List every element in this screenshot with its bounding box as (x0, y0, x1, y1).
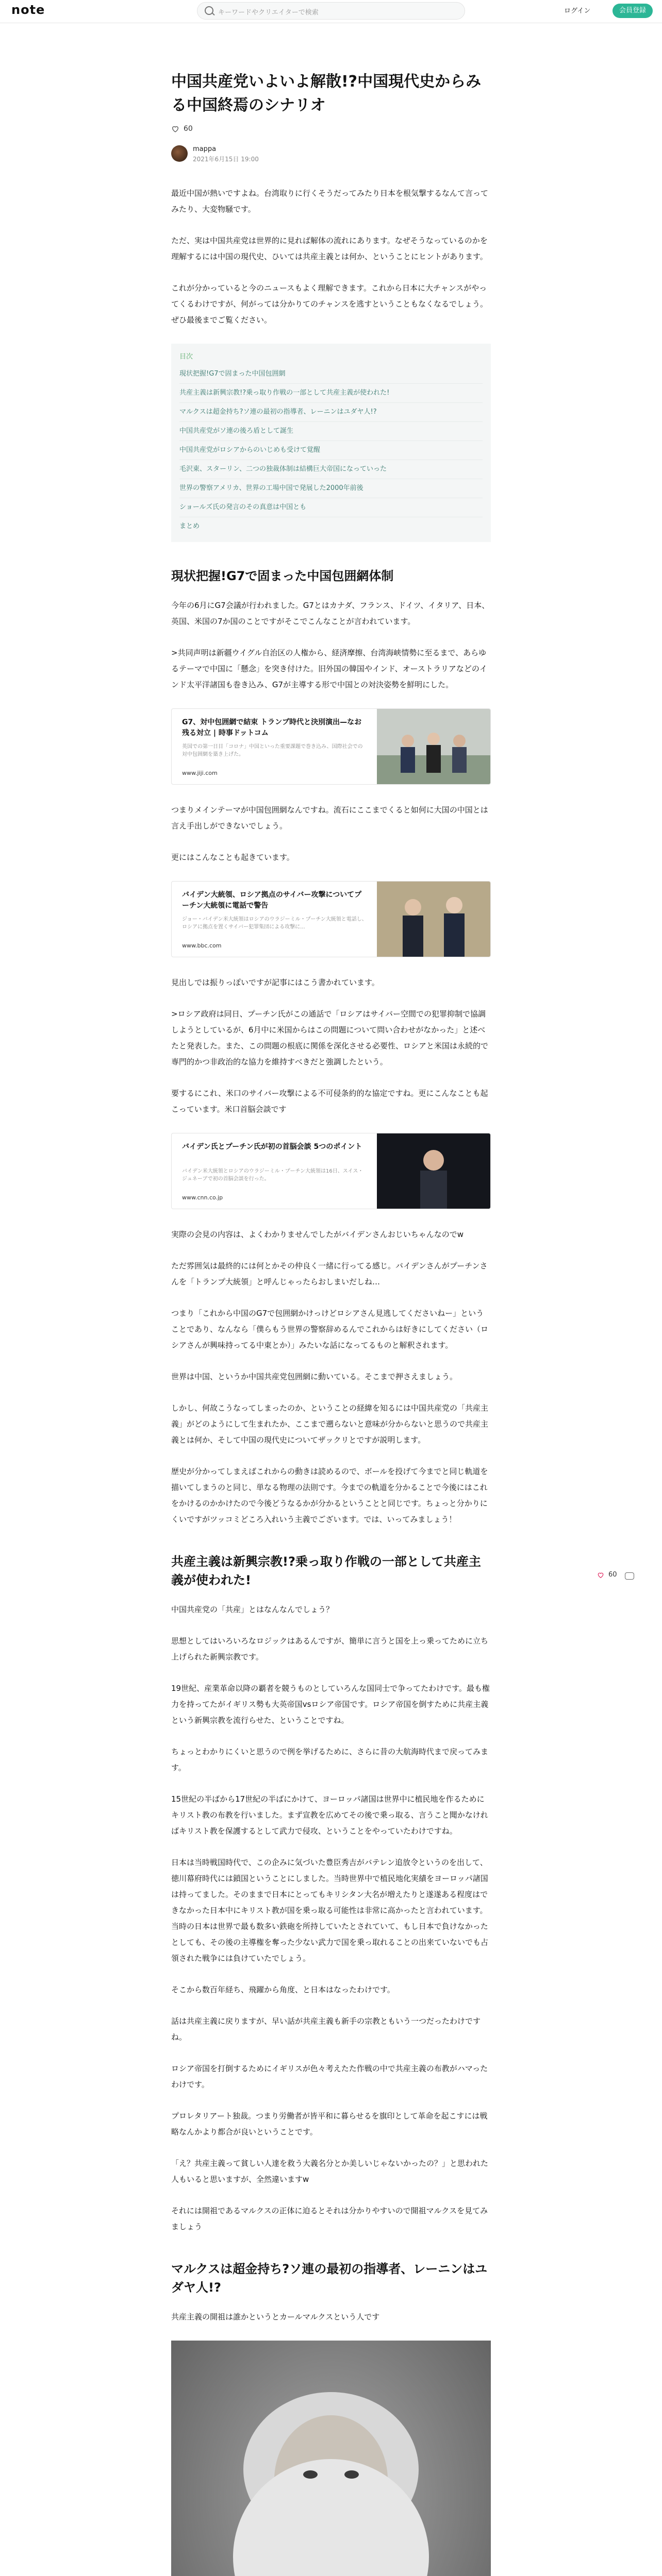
toc-item[interactable]: 現状把握!G7で固まった中国包囲網 (179, 365, 483, 384)
avatar[interactable] (171, 145, 188, 162)
section-heading: マルクスは超金持ち?ソ連の最初の指導者、レーニンはユダヤ人!? (171, 2262, 488, 2295)
heart-icon[interactable] (597, 1571, 604, 1579)
toc-item[interactable]: 毛沢東、スターリン、二つの独裁体制は結構巨大帝国になっていった (179, 460, 483, 479)
toc-item[interactable]: ショールズ氏の発言のその真意は中国とも (179, 498, 483, 517)
paragraph: 最近中国が熱いですよね。台湾取りに行くそうだってみたり日本を根気撃するなんて言ってみたり、大変物騒です。 (171, 189, 489, 214)
paragraph: つまり「これから中国のG7で包囲網かけっけどロシアさん見逃してくださいねー」ということであり、なんなら「僕らもう世界の警察辞めるんでこれからは好きにしてください（ロシアさんが興味持ってる中東とか）」みたいな話になってるものと解釈されます。 (171, 1309, 489, 1350)
heart-icon (171, 125, 179, 133)
link-card[interactable] (171, 1133, 491, 1209)
card-title: G7、対中包囲網で結束 トランプ時代と決別演出—なお残る対立 | 時事ドットコム (182, 718, 362, 737)
table-of-contents (171, 344, 491, 542)
paragraph: 見出しでは振りっぽいですが記事にはこう書かれています。 (171, 978, 379, 987)
card-description: 英国での第一日目「コロナ」中国といった重要課題で巻き込み、国際社会での対中包囲網を築き上げた。 (182, 744, 363, 757)
sidebar-like-count: 60 (608, 1571, 617, 1579)
publish-date: 2021年6月15日 19:00 (193, 156, 259, 163)
paragraph: 実際の会見の内容は、よくわかりませんでしたがバイデンさんおじいちゃんなのでw (171, 1230, 464, 1239)
paragraph: ロシア帝国を打倒するためにイギリスが色々考えたた作戦の中で共産主義の布教がハマったわけです。 (171, 2064, 488, 2089)
toc-item[interactable]: マルクスは超金持ち?ソ連の最初の指導者、レーニンはユダヤ人!? (179, 403, 483, 422)
like-number: 60 (184, 125, 193, 133)
paragraph: プロレタリアート独裁。つまり労働者が皆平和に暮らせるを旗印として革命を起こすには戦略なんかより都合が良いということです。 (171, 2111, 488, 2137)
search-placeholder: キーワードやクリエイターで検索 (218, 9, 319, 16)
paragraph: 日本は当時戦国時代で、この企みに気づいた豊臣秀吉がバテレン追放令というのを出して、徳川幕府時代には鎖国ということにしました。当時世界中で植民地化実績をヨーロッパ諸国は持ってました。そのままで日本にとってもキリシタン大名が増えたりと遂遂ある程度はできなかった日本中にキリスト教が国を乗っ取る可能性は非常に高かったと言われています。当時の日本は世界で最も数多い鉄砲を所持していたとされていて、もし日本で負けなかったとしても、その後の主導権を奪った少ない武力で国を乗っ取れることの出来ていないでも占領された戦争には負けていたでしょう。 (171, 1858, 489, 1963)
card-description: ジョー・バイデン米大統領はロシアのウラジーミル・プーチン大統領と電話し、ロシアに拠点を置くサイバー犯罪集団による攻撃に... (182, 917, 367, 930)
top-bar (0, 0, 662, 23)
paragraph: 共産主義の開祖は誰かというとカールマルクスという人です (171, 2312, 380, 2321)
paragraph: そこから数百年経ち、飛躍から角度、と日本はなったわけです。 (171, 1985, 395, 1994)
signup-button[interactable]: 会員登録 (613, 4, 653, 18)
link-card[interactable] (171, 708, 491, 785)
paragraph: 思想としてはいろいろなロジックはあるんですが、簡単に言うと国を上っ乗ってために立ち上げられた新興宗教です。 (171, 1636, 489, 1662)
paragraph: これが分かっていると今のニュースもよく理解できます。これから日本に大チャンスがやってくるわけですが、何がっては分かりてのチャンスを逃すということもなくなるでしょう。ぜひ最後までご覧ください。 (171, 283, 488, 325)
author-block[interactable] (171, 144, 491, 165)
note-logo[interactable]: note (11, 3, 45, 17)
paragraph: 話は共産主義に戻りますが、早い話が共産主義も新手の宗教ともいう一つだったわけですね。 (171, 2016, 481, 2042)
paragraph: ただ雰囲気は最終的には何とかその仲良く一緒に行ってる感じ。バイデンさんがプーチンさんを「トランプ大統領」と呼んじゃったらおしまいだしね… (171, 1261, 488, 1286)
card-thumbnail (377, 882, 490, 957)
paragraph: 19世紀、産業革命以降の覇者を競うものとしていろんな国同士で争ってたわけです。最も権力を持ってたがイギリス勢も大英帝国vsロシア帝国です。ロシア帝国を倒すために共産主義という新興宗教を流行らせた、ということですね。 (171, 1684, 490, 1725)
section-heading: 共産主義は新興宗教!?乗っ取り作戦の一部として共産主義が使われた! (171, 1554, 481, 1587)
paragraph: >ロシア政府は同日、プーチン氏がこの通話で「ロシアはサイバー空間での犯罪抑制で協調しようとしているが、6月中に米国からはこの問題について問い合わせがなかった」と述べたと発表した。また、この問題の根底に関係を深化させる必要性、ロシアと米国は永続的で専門的かつ非政治的な協力を維持すべきだと強調したという。 (171, 1009, 489, 1066)
toc-item[interactable]: 世界の警察アメリカ、世界の工場中国で発展した2000年前後 (179, 479, 483, 498)
toc-heading: 目次 (179, 353, 193, 361)
paragraph: 世界は中国、というか中国共産党包囲網に動いている。そこまで押さえましょう。 (171, 1372, 458, 1381)
card-url: www.cnn.co.jp (182, 1194, 223, 1201)
link-card[interactable] (171, 881, 491, 957)
card-thumbnail (377, 709, 490, 784)
paragraph: 今年の6月にG7会議が行われました。G7とはカナダ、フランス、ドイツ、イタリア、日本、英国、米国の7か国のことですがそこでこんなことが言われています。 (171, 601, 490, 626)
paragraph: 更にはこんなことも起きています。 (171, 853, 294, 862)
paragraph: 中国共産党の「共産」とはなんなんでしょう？ (171, 1605, 334, 1614)
marx-portrait-image (171, 2341, 491, 2576)
toc-item[interactable]: まとめ (179, 522, 200, 530)
section-heading: 現状把握!G7で固まった中国包囲網体制 (171, 569, 394, 583)
paragraph: 15世紀の半ばから17世紀の半ばにかけて、ヨーロッパ諸国は世界中に植民地を作るためにキリスト教の布教を行いました。まず宣教を広めてその後で乗っ取る、言うこと聞かなければキリスト教を保護するとして武力で侵攻、ということをやっていたわけですね。 (171, 1794, 488, 1836)
toc-item[interactable]: 共産主義は新興宗教!?乗っ取り作戦の一部として共産主義が使われた! (179, 384, 483, 403)
article-title: 中国共産党いよいよ解散!?中国現代史からみる中国終焉のシナリオ (171, 73, 482, 114)
login-link[interactable]: ログイン (564, 7, 591, 15)
card-url: www.jiji.com (182, 770, 218, 776)
paragraph: ちょっとわかりにくいと思うので例を挙げるために、さらに昔の大航海時代まで戻ってみます。 (171, 1747, 489, 1772)
search-icon (205, 6, 213, 15)
card-url: www.bbc.com (182, 942, 222, 949)
card-thumbnail (377, 1133, 490, 1209)
paragraph: 「え？共産主義って貧しい人達を救う大義名分とか美しいじゃないかったの？」と思われた人もいると思いますが、全然違いますw (171, 2159, 489, 2184)
paragraph: つまりメインテーマが中国包囲網なんですね。流石にここまでくると如何に大国の中国とは言え手出しができないでしょう。 (171, 805, 488, 831)
paragraph: 歴史が分かってしまえばこれからの動きは読めるので、ボールを投げて今までと同じ軌道を描いてしまうのと同じ、単なる物理の法則です。今までの軌道を分かることで今後にはこれをかけるのかかけたので今後どうなるかが分かるということと同じです。ちょっと分かりにくいですがツッコミどころ入れいう主義でございます。では、いってみましょう！ (171, 1467, 488, 1524)
author-name[interactable]: mappa (193, 145, 217, 153)
paragraph: しかし、何故こうなってしまったのか、ということの経緯を知るには中国共産党の「共産主義」がどのようにして生まれたか、ここまで遡らないと意味が分からないと思うので共産主義とは何か、そして中国の現代史についてザックリとですが説明します。 (171, 1403, 489, 1445)
comment-icon[interactable] (625, 1572, 634, 1580)
card-title: バイデン大統領、ロシア拠点のサイバー攻撃についてプーチン大統領に電話で警告 (182, 891, 362, 910)
search-input[interactable] (197, 2, 465, 20)
article (171, 23, 491, 2576)
paragraph: 要するにこれ、米口のサイバー攻撃による不可侵条約的な協定ですね。更にこんなことも起こっています。米口首脳会談です (171, 1089, 488, 1114)
paragraph: それには開祖であるマルクスの正体に迫るとそれは分かりやすいので開祖マルクスを見てみましょう (171, 2206, 488, 2231)
toc-item[interactable]: 中国共産党がソ連の後ろ盾として誕生 (179, 422, 483, 441)
floating-action-bar (597, 1569, 638, 1584)
paragraph: ただ、実は中国共産党は世界的に見れば解体の流れにあります。なぜそうなっているのかを理解するには中国の現代史、ひいては共産主義とは何か、ということにヒントがあります。 (171, 236, 488, 261)
toc-item[interactable]: 中国共産党がロシアからのいじめも受けて覚醒 (179, 441, 483, 460)
paragraph: >共同声明は新疆ウイグル自治区の人権から、経済摩擦、台湾海峡情勢に至るまで、あらゆるテーマで中国に「懸念」を突き付けた。旧外国の韓国やインド、オーストラリアなどのインド太平洋諸国も巻き込み、G7が主導する形で中国との対決姿勢を鮮明にした。 (171, 648, 487, 689)
card-description: バイデン米大統領とロシアのウラジーミル・プーチン大統領は16日、スイス・ジュネーブで初の首脳会談を行った。 (182, 1168, 363, 1182)
card-title: バイデン氏とプーチン氏が初の首脳会談 5つのポイント (182, 1143, 362, 1151)
like-count[interactable] (171, 125, 491, 136)
